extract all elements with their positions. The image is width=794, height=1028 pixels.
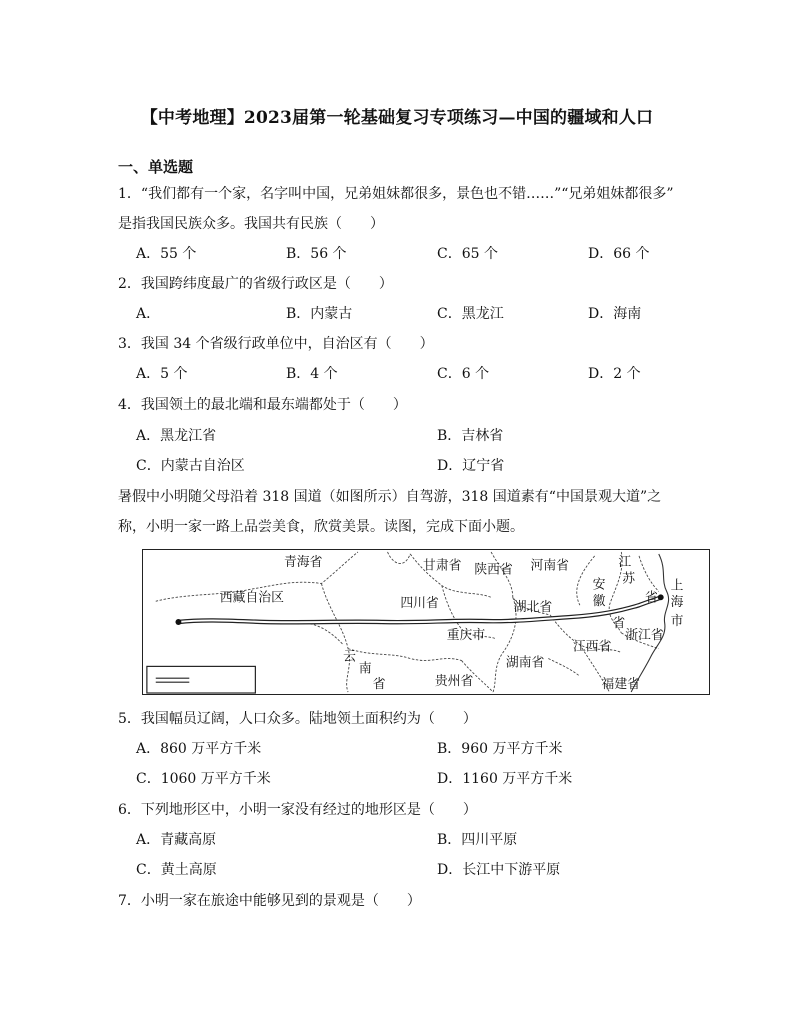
- q6-option-b[interactable]: B．四川平原: [437, 832, 518, 848]
- label-henan: 河南省: [530, 558, 570, 574]
- question-2-text: 2．我国跨纬度最广的省级行政区是（ ）: [118, 276, 393, 292]
- legend-box: [147, 666, 255, 693]
- label-sichuan: 四川省: [400, 596, 439, 612]
- label-guizhou: 贵州省: [434, 674, 474, 690]
- label-jiangsu-2: 苏: [622, 571, 636, 587]
- q5-option-c[interactable]: C．1060 万平方千米: [136, 771, 271, 787]
- q3-option-a[interactable]: A．5 个: [136, 366, 188, 382]
- label-jiangsu-3: 省: [644, 590, 658, 606]
- label-anhui-1: 安: [592, 577, 606, 593]
- label-hubei: 湖北省: [513, 600, 553, 616]
- label-shanghai-2: 海: [670, 595, 684, 611]
- q4-option-b[interactable]: B．吉林省: [437, 428, 504, 444]
- q2-option-d[interactable]: D．海南: [588, 306, 642, 322]
- q6-option-d[interactable]: D．长江中下游平原: [437, 862, 561, 878]
- q4-option-a[interactable]: A．黑龙江省: [136, 428, 217, 444]
- q3-option-d[interactable]: D．2 个: [588, 366, 641, 382]
- page-title: 【中考地理】2023届第一轮基础复习专项练习—中国的疆域和人口: [140, 108, 654, 128]
- route-start-marker: [175, 619, 181, 625]
- label-jiangsu-1: 江: [618, 554, 632, 570]
- passage-line-1: 暑假中小明随父母沿着 318 国道（如图所示）自驾游，318 国道素有“中国景观大道”之: [118, 489, 662, 505]
- q5-option-a[interactable]: A．860 万平方千米: [136, 741, 262, 757]
- label-hunan: 湖南省: [505, 655, 545, 671]
- label-tibet: 西藏自治区: [219, 590, 284, 606]
- q1-option-c[interactable]: C．65 个: [437, 246, 498, 262]
- label-shaanxi: 陕西省: [474, 562, 513, 578]
- question-3-text: 3．我国 34 个省级行政单位中，自治区有（ ）: [118, 336, 434, 352]
- question-4-text: 4．我国领土的最北端和最东端都处于（ ）: [118, 397, 407, 413]
- question-6-text: 6．下列地形区中，小明一家没有经过的地形区是（ ）: [118, 802, 477, 818]
- label-anhui-2: 徽: [592, 594, 606, 610]
- q4-option-d[interactable]: D．辽宁省: [437, 458, 505, 474]
- question-5-text: 5．我国幅员辽阔，人口众多。陆地领土面积约为（ ）: [118, 711, 477, 727]
- section-heading: 一、单选题: [118, 158, 194, 176]
- label-yunnan-2: 南: [358, 661, 372, 677]
- label-gansu: 甘肃省: [423, 558, 462, 574]
- q6-option-c[interactable]: C．黄土高原: [136, 862, 217, 878]
- q2-option-b[interactable]: B．内蒙古: [286, 306, 353, 322]
- question-7-text: 7．小明一家在旅途中能够见到的景观是（ ）: [118, 893, 421, 909]
- map-svg: [143, 550, 709, 694]
- label-zhejiang: 浙江省: [625, 627, 664, 643]
- q2-option-c[interactable]: C．黑龙江: [437, 306, 504, 322]
- label-yunnan-3: 省: [372, 677, 386, 693]
- question-1-text-line-1: 1．“我们都有一个家，名字叫中国，兄弟姐妹都很多，景色也不错……”“兄弟姐妹都很多”: [118, 186, 674, 202]
- q1-option-b[interactable]: B．56 个: [286, 246, 347, 262]
- label-anhui-3: 省: [612, 615, 626, 631]
- label-yunnan-1: 云: [343, 649, 356, 665]
- coastline: [631, 554, 668, 692]
- q1-option-d[interactable]: D．66 个: [588, 246, 650, 262]
- label-jiangxi: 江西省: [572, 639, 612, 655]
- route-318-map: [142, 549, 710, 695]
- q5-option-d[interactable]: D．1160 万平方千米: [437, 771, 573, 787]
- question-1-text-line-2: 是指我国民族众多。我国共有民族（ ）: [118, 216, 384, 232]
- q2-option-a[interactable]: A．: [136, 306, 161, 322]
- q3-option-c[interactable]: C．6 个: [437, 366, 490, 382]
- label-qinghai: 青海省: [283, 554, 323, 570]
- label-shanghai-3: 市: [670, 613, 684, 629]
- q6-option-a[interactable]: A．青藏高原: [136, 832, 217, 848]
- route-end-marker: [658, 594, 664, 600]
- q4-option-c[interactable]: C．内蒙古自治区: [136, 458, 245, 474]
- passage-line-2: 称，小明一家一路上品尝美食，欣赏美景。读图，完成下面小题。: [118, 519, 524, 535]
- label-chongqing: 重庆市: [446, 627, 486, 643]
- q1-option-a[interactable]: A．55 个: [136, 246, 197, 262]
- q5-option-b[interactable]: B．960 万平方千米: [437, 741, 563, 757]
- q3-option-b[interactable]: B．4 个: [286, 366, 338, 382]
- label-shanghai-1: 上: [670, 578, 684, 594]
- label-fujian: 福建省: [601, 677, 641, 693]
